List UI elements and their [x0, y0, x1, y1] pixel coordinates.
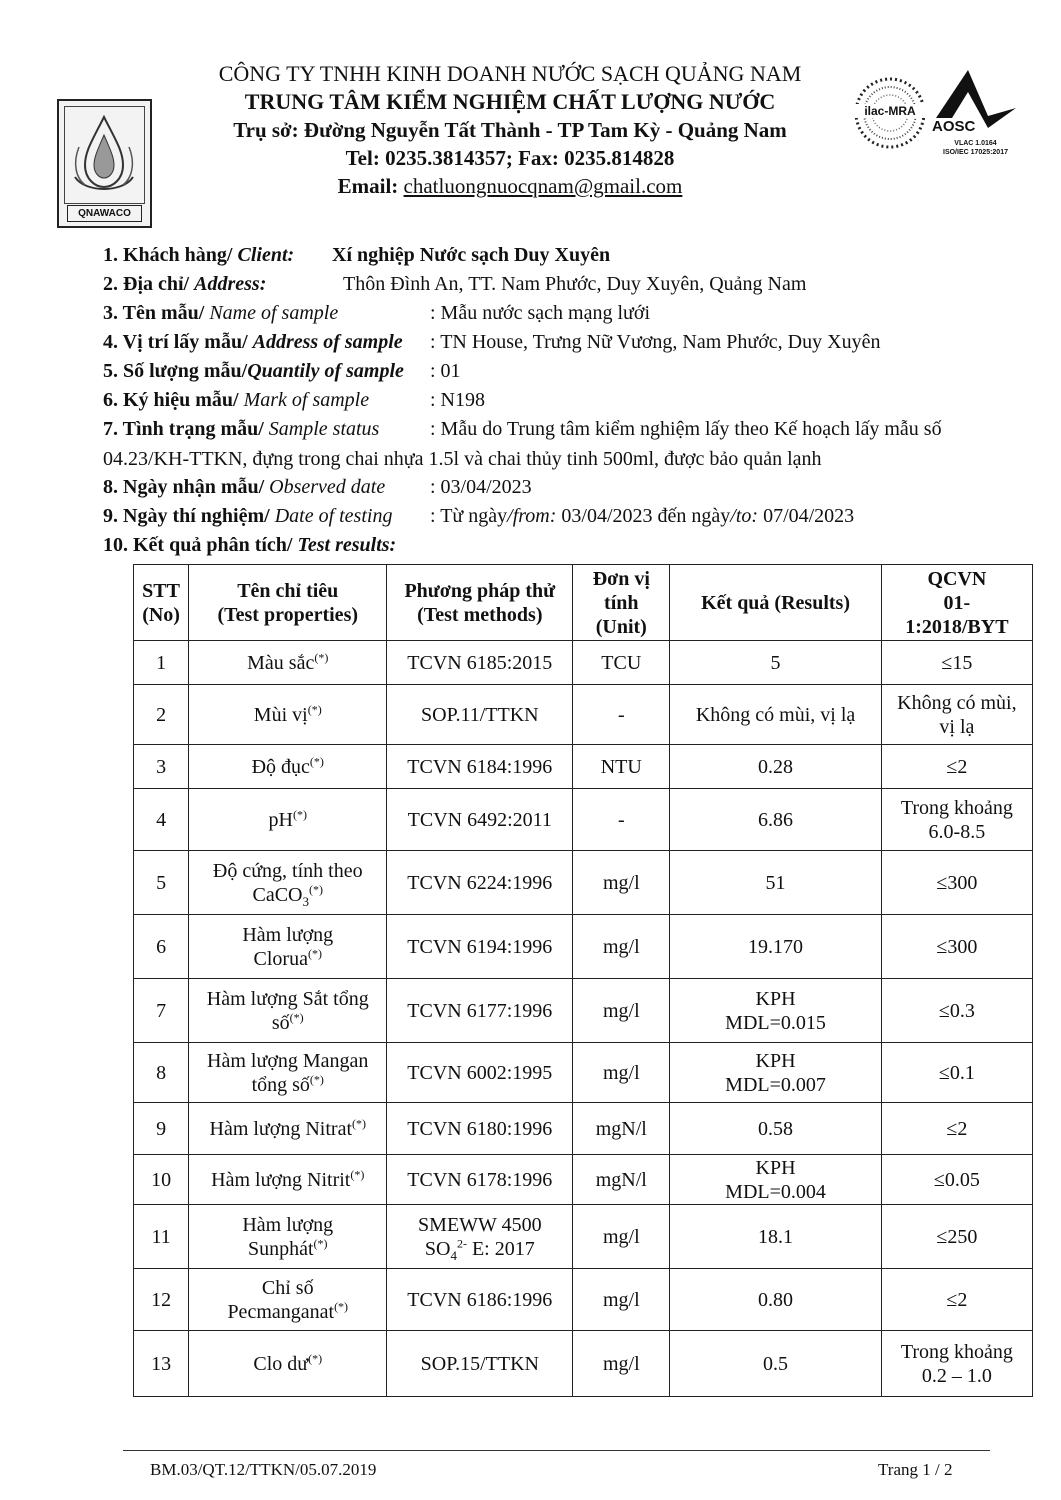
cell-test-property: Hàm lượng Sắt tổng số(*) [189, 979, 387, 1043]
cell-test-property: Độ cứng, tính theo CaCO$_3$(*) [189, 851, 387, 915]
cell-qcvn-limit: ≤2 [881, 1269, 1032, 1331]
col-header-result: Kết quả (Results) [670, 565, 881, 641]
info-sample-location [103, 328, 1003, 357]
info-value: : 03/04/2023 [430, 476, 532, 498]
sample-info-dates [103, 473, 1003, 560]
info-label: 9. Ngày thí nghiệm/ [103, 505, 275, 527]
cell-qcvn-limit: Không có mùi, vị lạ [881, 685, 1032, 745]
cell-test-property: Hàm lượng Mangan tổng số(*) [189, 1043, 387, 1103]
cell-test-property: Hàm lượng Nitrit(*) [189, 1155, 387, 1205]
info-value: : 01 [430, 360, 461, 382]
cell-no: 3 [134, 745, 189, 789]
info-label: 8. Ngày nhận mẫu/ [103, 476, 270, 498]
cell-qcvn-limit: ≤0.1 [881, 1043, 1032, 1103]
cell-qcvn-limit: Trong khoảng 0.2 – 1.0 [881, 1331, 1032, 1397]
cell-no: 13 [134, 1331, 189, 1397]
cell-qcvn-limit: ≤2 [881, 745, 1032, 789]
cell-unit: mg/l [573, 915, 670, 979]
cell-test-method: TCVN 6224:1996 [387, 851, 573, 915]
contact-phone: Tel: 0235.3814357; Fax: 0235.814828 [345, 146, 675, 170]
info-label-en: Name of sample [209, 302, 339, 324]
cell-qcvn-limit: ≤250 [881, 1205, 1032, 1269]
info-label-en: Date of testing [274, 505, 393, 527]
cell-test-method: TCVN 6180:1996 [387, 1103, 573, 1155]
table-row [134, 1269, 1033, 1331]
ilac-mra-logo [850, 73, 930, 159]
cell-unit: mg/l [573, 1205, 670, 1269]
cell-qcvn-limit: ≤300 [881, 915, 1032, 979]
cell-test-property: Độ đục(*) [189, 745, 387, 789]
cell-no: 12 [134, 1269, 189, 1331]
cell-no: 11 [134, 1205, 189, 1269]
info-value: : Từ ngày/from: 03/04/2023 đến ngày/to: 07/04/2023 [430, 505, 855, 527]
letterhead [160, 60, 860, 200]
col-header-qcvn: QCVN 01- 1:2018/BYT [881, 565, 1032, 641]
cell-test-property: Chỉ số Pecmanganat(*) [189, 1269, 387, 1331]
table-row [134, 851, 1033, 915]
col-header-stt: STT (No) [134, 565, 189, 641]
email-label: Email: [337, 174, 404, 198]
cell-test-property: Màu sắc(*) [189, 641, 387, 685]
col-header-method: Phương pháp thử (Test methods) [387, 565, 573, 641]
email-link[interactable]: chatluongnuocqnam@gmail.com [403, 174, 683, 198]
cell-unit: mg/l [573, 851, 670, 915]
cell-test-method: TCVN 6178:1996 [387, 1155, 573, 1205]
cell-result: KPH MDL=0.007 [670, 1043, 881, 1103]
table-row [134, 641, 1033, 685]
info-sample-mark [103, 386, 1003, 415]
page-number: Trang 1 / 2 [878, 1460, 953, 1479]
cell-result: Không có mùi, vị lạ [670, 685, 881, 745]
aosc-vilas: VLAC 1.0164 [954, 140, 997, 147]
cell-no: 2 [134, 685, 189, 745]
cell-test-property: Clo dư(*) [189, 1331, 387, 1397]
cell-test-property: Mùi vị(*) [189, 685, 387, 745]
table-row [134, 1331, 1033, 1397]
info-value: : N198 [430, 389, 485, 411]
aosc-logo [928, 68, 1023, 160]
info-label-en: Test results: [297, 534, 397, 556]
cell-test-property: Hàm lượng Clorua(*) [189, 915, 387, 979]
cell-test-method: SMEWW 4500 $SO_4^{2-}$ E: 2017 [387, 1205, 573, 1269]
cell-unit: mg/l [573, 1269, 670, 1331]
cell-unit: mg/l [573, 1043, 670, 1103]
cell-test-method: TCVN 6492:2011 [387, 789, 573, 851]
cell-unit: mgN/l [573, 1103, 670, 1155]
footer-divider [123, 1450, 990, 1451]
aosc-iso: ISO/IEC 17025:2017 [943, 149, 1008, 156]
info-label-en: Address: [194, 273, 267, 295]
contact-email [160, 172, 860, 200]
info-label: 2. Địa chỉ/ [103, 273, 195, 295]
table-row [134, 915, 1033, 979]
table-row [134, 979, 1033, 1043]
water-drop-icon [65, 107, 144, 203]
info-value: : Mẫu nước sạch mạng lưới [430, 302, 651, 324]
cell-test-method: TCVN 6002:1995 [387, 1043, 573, 1103]
info-sample-quantity [103, 357, 1003, 386]
form-code: BM.03/QT.12/TTKN/05.07.2019 [150, 1460, 377, 1479]
cell-test-method: SOP.15/TTKN [387, 1331, 573, 1397]
cell-qcvn-limit: ≤300 [881, 851, 1032, 915]
info-label-en: Mark of sample [243, 389, 370, 411]
cell-unit: mgN/l [573, 1155, 670, 1205]
col-header-name: Tên chỉ tiêu (Test properties) [189, 565, 387, 641]
info-sample-name [103, 299, 1003, 328]
cell-test-method: TCVN 6177:1996 [387, 979, 573, 1043]
logo-badge: QNAWACO [67, 205, 142, 222]
info-client [103, 241, 1003, 270]
cell-unit: TCU [573, 641, 670, 685]
table-row [134, 1103, 1033, 1155]
info-label-en: Address of sample [252, 331, 403, 353]
cell-qcvn-limit: Trong khoảng 6.0-8.5 [881, 789, 1032, 851]
cell-qcvn-limit: ≤0.3 [881, 979, 1032, 1043]
cell-result: KPH MDL=0.004 [670, 1155, 881, 1205]
cell-result: 0.80 [670, 1269, 881, 1331]
cell-qcvn-limit: ≤15 [881, 641, 1032, 685]
cell-qcvn-limit: ≤2 [881, 1103, 1032, 1155]
info-label: 4. Vị trí lấy mẫu/ [103, 331, 253, 353]
cell-result: 18.1 [670, 1205, 881, 1269]
info-test-results [103, 531, 1003, 560]
cell-test-property: Hàm lượng Nitrat(*) [189, 1103, 387, 1155]
cell-test-property: pH(*) [189, 789, 387, 851]
cell-no: 8 [134, 1043, 189, 1103]
cell-unit: - [573, 789, 670, 851]
cell-no: 5 [134, 851, 189, 915]
info-label-en: Quantily of sample [247, 360, 404, 382]
info-label-en: Observed date [269, 476, 386, 498]
qnawaco-logo [57, 99, 152, 228]
cell-test-method: TCVN 6185:2015 [387, 641, 573, 685]
info-observed-date [103, 473, 1003, 502]
info-label: 7. Tình trạng mẫu/ [103, 418, 269, 440]
info-sample-status [103, 415, 1003, 444]
cell-result: 0.58 [670, 1103, 881, 1155]
table-row [134, 1205, 1033, 1269]
sample-status-continued: 04.23/KH-TTKN, đựng trong chai nhựa 1.5l và chai thủy tinh 500ml, được bảo quản lạnh [103, 448, 822, 470]
cell-result: 51 [670, 851, 881, 915]
cell-result: 0.5 [670, 1331, 881, 1397]
info-label-en: Client: [237, 244, 295, 266]
info-value: Xí nghiệp Nước sạch Duy Xuyên [332, 244, 611, 266]
cell-result: 6.86 [670, 789, 881, 851]
cell-no: 4 [134, 789, 189, 851]
sample-info [103, 241, 1003, 444]
center-name: TRUNG TÂM KIỂM NGHIỆM CHẤT LƯỢNG NƯỚC [244, 89, 776, 114]
table-header-row [134, 565, 1033, 641]
cell-test-property: Hàm lượng Sunphát(*) [189, 1205, 387, 1269]
info-address [103, 270, 1003, 299]
cell-no: 6 [134, 915, 189, 979]
cell-test-method: TCVN 6184:1996 [387, 745, 573, 789]
cell-unit: - [573, 685, 670, 745]
info-label: 1. Khách hàng/ [103, 244, 238, 266]
cell-test-method: TCVN 6194:1996 [387, 915, 573, 979]
company-name: CÔNG TY TNHH KINH DOANH NƯỚC SẠCH QUẢNG NAM [218, 61, 802, 86]
info-value: : TN House, Trưng Nữ Vương, Nam Phước, Duy Xuyên [430, 331, 881, 353]
cell-result: 19.170 [670, 915, 881, 979]
info-value: : Mẫu do Trung tâm kiểm nghiệm lấy theo Kế hoạch lấy mẫu số [430, 418, 942, 440]
info-label: 3. Tên mẫu/ [103, 302, 210, 324]
table-row [134, 1043, 1033, 1103]
table-row [134, 1155, 1033, 1205]
cell-unit: NTU [573, 745, 670, 789]
aosc-label: AOSC [932, 118, 976, 135]
cell-unit: mg/l [573, 1331, 670, 1397]
cell-result: 0.28 [670, 745, 881, 789]
cell-no: 7 [134, 979, 189, 1043]
cell-qcvn-limit: ≤0.05 [881, 1155, 1032, 1205]
cell-result: 5 [670, 641, 881, 685]
cell-no: 1 [134, 641, 189, 685]
info-label: 6. Ký hiệu mẫu/ [103, 389, 244, 411]
col-header-unit: Đơn vị tính (Unit) [573, 565, 670, 641]
table-row [134, 685, 1033, 745]
info-label: 10. Kết quả phân tích/ [103, 534, 298, 556]
info-label: 5. Số lượng mẫu/ [103, 360, 248, 382]
cell-test-method: SOP.11/TTKN [387, 685, 573, 745]
head-office-address: Trụ sở: Đường Nguyễn Tất Thành - TP Tam Kỳ - Quảng Nam [233, 118, 787, 142]
cell-unit: mg/l [573, 979, 670, 1043]
info-label-en: Sample status [268, 418, 380, 440]
cell-no: 9 [134, 1103, 189, 1155]
info-value: Thôn Đình An, TT. Nam Phước, Duy Xuyên, Quảng Nam [343, 273, 807, 295]
logo-emblem [64, 106, 145, 204]
ilac-label: ilac-MRA [850, 104, 930, 118]
results-table [133, 564, 1033, 1397]
cell-result: KPH MDL=0.015 [670, 979, 881, 1043]
cell-test-method: TCVN 6186:1996 [387, 1269, 573, 1331]
info-testing-date [103, 502, 1003, 531]
table-row [134, 789, 1033, 851]
cell-no: 10 [134, 1155, 189, 1205]
table-row [134, 745, 1033, 789]
